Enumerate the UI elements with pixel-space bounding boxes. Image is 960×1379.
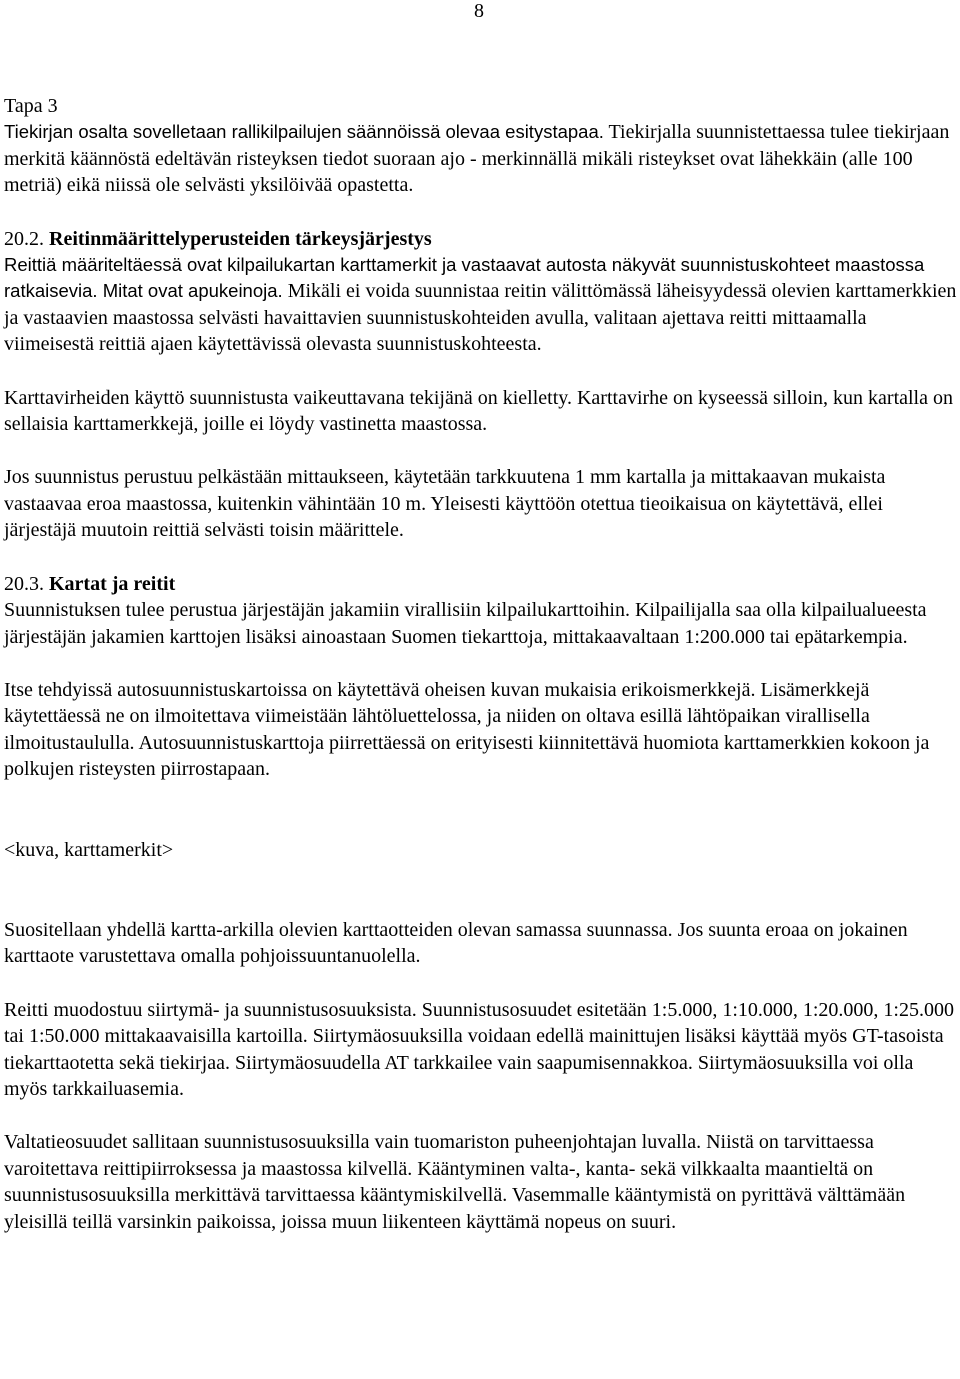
paragraph-reitti-osuudet: Reitti muodostuu siirtymä- ja suunnistusosuuksista. Suunnistusosuudet esitetään 1:5.000, 1:10.000, 1:20.000, 1:25.000 tai 1:50.000 mittakaavaisilla kartoilla. Siirtymäosuuksilla voidaan edellä mainittujen lisäksi käyttää myös GT-tasoista tiekarttaotetta sekä tiekirjaa. Siirtymäosuudella AT tarkkailee vain saapumisennakkoa. Siirtymäosuuksilla voi olla myös tarkkailuasemia. <box>4 998 954 1100</box>
section-20-3-title: Kartat ja reitit <box>44 572 176 595</box>
paragraph-karttavirheet: Karttavirheiden käyttö suunnistusta vaikeuttavana tekijänä on kielletty. Karttavirhe on kyseessä silloin, kun kartalla on sellaisia karttamerkkejä, joille ei löydy vastinetta maastossa. <box>4 386 953 436</box>
section-20-2 <box>4 226 958 358</box>
reitti-maaritys-text: Reittiä määriteltäessä ovat kilpailukartan karttamerkit ja vastaavat autosta näkyvät suunnistuskohteet maastossa ratkaisevia. Mitat ovat apukeinoja. <box>4 254 925 302</box>
tapa-3-label: Tapa 3 <box>4 95 58 117</box>
image-placeholder: <kuva, karttamerkit> <box>4 838 174 861</box>
section-20-3-heading <box>4 573 175 595</box>
section-20-3-number: 20.3. <box>4 572 44 595</box>
document-body <box>4 93 958 1235</box>
paragraph-erikoismerkit: Itse tehdyissä autosuunnistuskartoissa on käytettävä oheisen kuvan mukaisia erikoismerkkejä. Lisämerkkejä käytettäessä ne on ilmoitettava viimeistään lähtöluettelossa, ja niiden on oltava esillä lähtöpaikan virallisella ilmoitustaululla. Autosuunnistuskarttoja piirrettäessä on erityisesti kiinnitettävä huomiota karttamerkkien kokoon ja polkujen risteysten piirrostapaan. <box>4 678 930 781</box>
paragraph-valtatieosuudet: Valtatieosuudet sallitaan suunnistusosuuksilla vain tuomariston puheenjohtajan luvalla. Niistä on tarvittaessa varoitettava reittipiirroksessa ja maastossa kilvellä. Kääntyminen valta-, kanta- sekä vilkkaalta maantieltä on suunnistusosuuksilla merkittävä tarvittaessa kääntymiskilvellä. Vasemmalle kääntymistä on pyrittävä välttämään yleisillä teillä varsinkin paikoissa, joissa muun liikenteen käyttämä nopeus on suuri. <box>4 1131 906 1233</box>
section-20-2-heading <box>4 228 432 250</box>
suunnistus-valinta-text: Mikäli ei voida suunnistaa reitin välittömässä läheisyydessä olevien karttamerkkien ja vastaavien maastossa selvästi havaittavien suunnistuskohteiden avulla, valitaan ajettava reitti mittaamalla viimeisestä reittiä ajaen käytettävissä olevasta suunnistuskohteesta. <box>4 280 957 356</box>
paragraph-kartta-arkki: Suositellaan yhdellä kartta-arkilla olevien karttaotteiden olevan samassa suunnassa. Jos suunta eroaa on jokainen karttaote varustettava omalla pohjoissuuntanuolella. <box>4 918 908 968</box>
kilpailukartat-text: Suunnistuksen tulee perustua järjestäjän jakamiin virallisiin kilpailukarttoihin. Kilpailijalla saa olla kilpailualueesta järjestäjän jakamien karttojen lisäksi ainoastaan Suomen tiekarttoja, mittakaavaltaan 1:200.000 tai epätarkempia. <box>4 599 927 648</box>
tiekirja-intro-text: Tiekirjan osalta sovelletaan rallikilpailujen säännöissä olevaa esitystapaa. <box>4 121 604 143</box>
section-20-2-title: Reitinmäärittelyperusteiden tärkeysjärjestys <box>44 227 432 250</box>
paragraph-mittaus: Jos suunnistus perustuu pelkästään mittaukseen, käytetään tarkkuutena 1 mm kartalla ja mittakaavan mukaista vastaavaa eroa maastossa, kuitenkin vähintään 10 m. Yleisesti käyttöön otettua tieoikaisua on käytettävä, ellei järjestäjä muutoin reittiä selvästi toisin määrittele. <box>4 466 886 542</box>
section-20-2-number: 20.2. <box>4 227 44 250</box>
section-20-3 <box>4 571 958 650</box>
page-number: 8 <box>474 0 484 22</box>
tiekirja-rule-text: Tiekirjalla suunnistettaessa tulee tiekirjaan merkitä käännöstä edeltävän risteyksen tiedot suoraan ajo - merkinnällä mikäli risteykset ovat lähekkäin (alle 100 metriä) eikä niissä ole selvästi yksilöivää opastetta. <box>4 121 950 197</box>
paragraph-tapa-3 <box>4 93 958 199</box>
